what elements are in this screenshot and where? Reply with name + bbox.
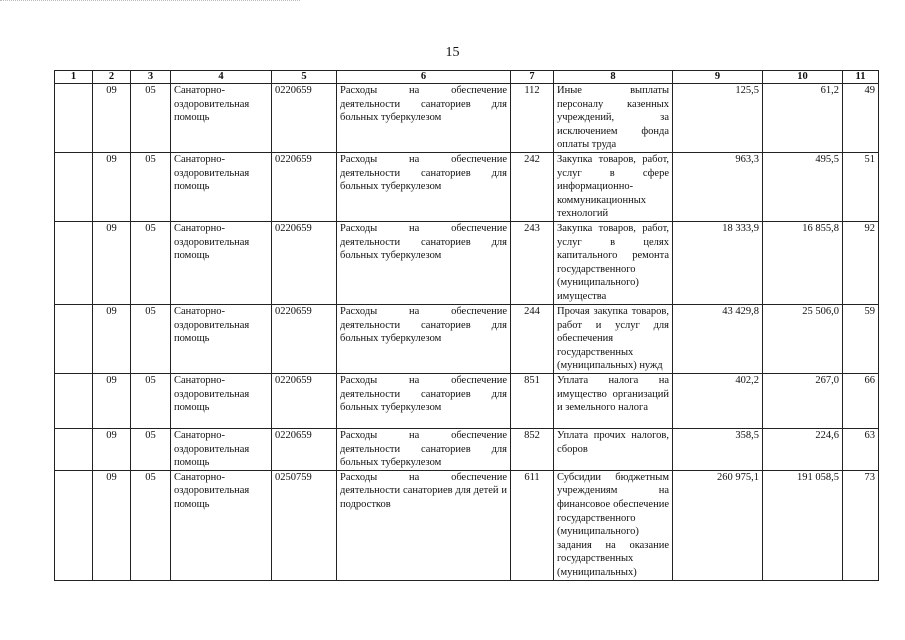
subsection-code: 05: [131, 428, 171, 470]
execution-percent: 73: [843, 470, 879, 580]
planned-amount: 260 975,1: [673, 470, 763, 580]
row-cell-col1: [55, 221, 93, 304]
row-cell-col1: [55, 470, 93, 580]
target-name: Расходы на обеспечение деятельности санаториев для больных туберкулезом: [337, 152, 511, 221]
target-name: Расходы на обеспечение деятельности санаториев для больных туберкулезом: [337, 428, 511, 470]
execution-percent: 92: [843, 221, 879, 304]
execution-percent: 66: [843, 373, 879, 428]
subsection-code: 05: [131, 221, 171, 304]
column-header: 11: [843, 71, 879, 84]
table-row: [55, 84, 879, 153]
column-header: 4: [171, 71, 272, 84]
target-code: 0220659: [272, 152, 337, 221]
subsection-name: Санаторно-оздоровительная помощь: [171, 304, 272, 373]
expense-type-name: Закупка товаров, работ, услуг в сфере информационно-коммуникационных технологий: [554, 152, 673, 221]
table-row: [55, 470, 879, 580]
executed-amount: 16 855,8: [763, 221, 843, 304]
planned-amount: 402,2: [673, 373, 763, 428]
target-code: 0220659: [272, 304, 337, 373]
column-header: 2: [93, 71, 131, 84]
execution-percent: 59: [843, 304, 879, 373]
subsection-name: Санаторно-оздоровительная помощь: [171, 428, 272, 470]
section-code: 09: [93, 84, 131, 153]
scan-edge-artifact: [0, 0, 300, 2]
executed-amount: 61,2: [763, 84, 843, 153]
column-header: 6: [337, 71, 511, 84]
target-code: 0220659: [272, 221, 337, 304]
subsection-name: Санаторно-оздоровительная помощь: [171, 221, 272, 304]
section-code: 09: [93, 304, 131, 373]
table-row: [55, 152, 879, 221]
column-header: 5: [272, 71, 337, 84]
target-name: Расходы на обеспечение деятельности санаториев для больных туберкулезом: [337, 221, 511, 304]
planned-amount: 18 333,9: [673, 221, 763, 304]
execution-percent: 63: [843, 428, 879, 470]
budget-table: [54, 70, 879, 581]
executed-amount: 224,6: [763, 428, 843, 470]
execution-percent: 49: [843, 84, 879, 153]
column-header: 7: [511, 71, 554, 84]
section-code: 09: [93, 152, 131, 221]
row-cell-col1: [55, 152, 93, 221]
target-code: 0250759: [272, 470, 337, 580]
column-header: 3: [131, 71, 171, 84]
subsection-code: 05: [131, 304, 171, 373]
table-row: [55, 304, 879, 373]
section-code: 09: [93, 428, 131, 470]
subsection-name: Санаторно-оздоровительная помощь: [171, 373, 272, 428]
planned-amount: 963,3: [673, 152, 763, 221]
expense-type-name: Прочая закупка товаров, работ и услуг для обеспечения государственных (муниципальных) нужд: [554, 304, 673, 373]
row-cell-col1: [55, 304, 93, 373]
expense-type-code: 112: [511, 84, 554, 153]
row-cell-col1: [55, 428, 93, 470]
row-cell-col1: [55, 373, 93, 428]
expense-type-code: 244: [511, 304, 554, 373]
subsection-name: Санаторно-оздоровительная помощь: [171, 152, 272, 221]
expense-type-name: Закупка товаров, работ, услуг в целях капитального ремонта государственного (муниципального) имущества: [554, 221, 673, 304]
expense-type-name: Иные выплаты персоналу казенных учреждений, за исключением фонда оплаты труда: [554, 84, 673, 153]
table-row: [55, 221, 879, 304]
table-row: [55, 428, 879, 470]
section-code: 09: [93, 221, 131, 304]
planned-amount: 43 429,8: [673, 304, 763, 373]
executed-amount: 267,0: [763, 373, 843, 428]
column-header: 8: [554, 71, 673, 84]
table-header-row: [55, 71, 879, 84]
column-header: 10: [763, 71, 843, 84]
subsection-code: 05: [131, 373, 171, 428]
target-code: 0220659: [272, 84, 337, 153]
executed-amount: 191 058,5: [763, 470, 843, 580]
expense-type-name: Уплата прочих налогов, сборов: [554, 428, 673, 470]
subsection-code: 05: [131, 470, 171, 580]
table-row: [55, 373, 879, 428]
target-name: Расходы на обеспечение деятельности санаториев для больных туберкулезом: [337, 373, 511, 428]
expense-type-code: 851: [511, 373, 554, 428]
target-name: Расходы на обеспечение деятельности санаториев для больных туберкулезом: [337, 304, 511, 373]
expense-type-code: 243: [511, 221, 554, 304]
page-number: 15: [445, 45, 460, 60]
subsection-code: 05: [131, 152, 171, 221]
row-cell-col1: [55, 84, 93, 153]
planned-amount: 358,5: [673, 428, 763, 470]
planned-amount: 125,5: [673, 84, 763, 153]
expense-type-name: Субсидии бюджетным учреждениям на финансовое обеспечение государственного (муниципального) задания на оказание государственных (муниципальных): [554, 470, 673, 580]
target-code: 0220659: [272, 373, 337, 428]
expense-type-name: Уплата налога на имущество организаций и земельного налога: [554, 373, 673, 428]
target-name: Расходы на обеспечение деятельности санаториев для детей и подростков: [337, 470, 511, 580]
expense-type-code: 242: [511, 152, 554, 221]
subsection-code: 05: [131, 84, 171, 153]
expense-type-code: 852: [511, 428, 554, 470]
target-code: 0220659: [272, 428, 337, 470]
subsection-name: Санаторно-оздоровительная помощь: [171, 84, 272, 153]
column-header: 1: [55, 71, 93, 84]
subsection-name: Санаторно-оздоровительная помощь: [171, 470, 272, 580]
column-header: 9: [673, 71, 763, 84]
section-code: 09: [93, 373, 131, 428]
execution-percent: 51: [843, 152, 879, 221]
expense-type-code: 611: [511, 470, 554, 580]
executed-amount: 495,5: [763, 152, 843, 221]
section-code: 09: [93, 470, 131, 580]
target-name: Расходы на обеспечение деятельности санаториев для больных туберкулезом: [337, 84, 511, 153]
executed-amount: 25 506,0: [763, 304, 843, 373]
